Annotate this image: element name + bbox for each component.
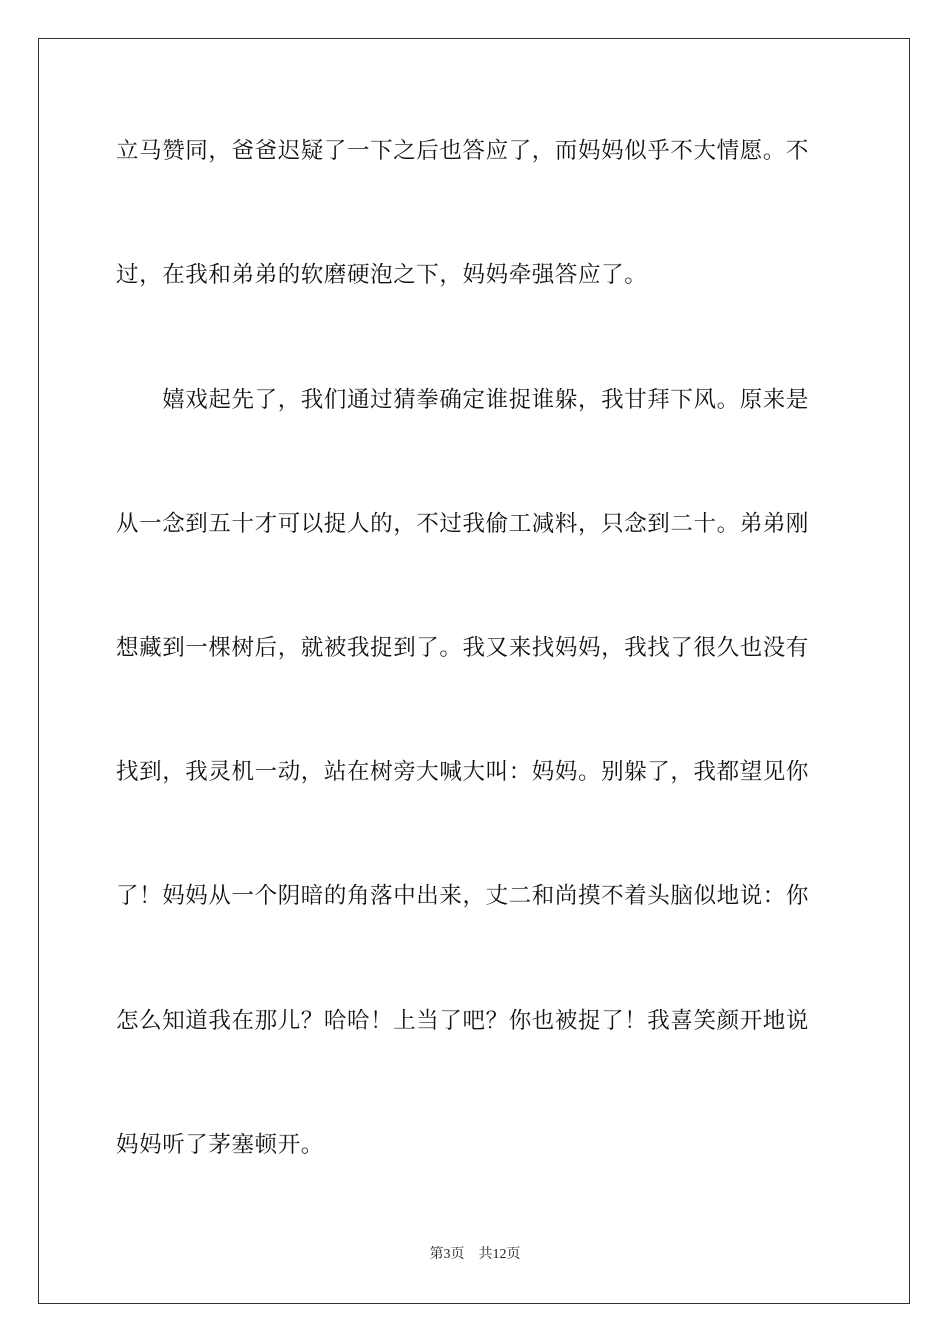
- text-line: 妈妈听了茅塞顿开。: [116, 1132, 324, 1158]
- page-footer: [0, 1246, 950, 1264]
- page-number-total: 共12页: [478, 1247, 521, 1262]
- text-line: 想藏到一棵树后，就被我捉到了。我又来找妈妈，我找了很久也没有: [116, 635, 810, 661]
- text-line: 找到，我灵机一动，站在树旁大喊大叫：妈妈。别躲了，我都望见你: [116, 759, 810, 785]
- text-line: 怎么知道我在那儿？哈哈！上当了吧？你也被捉了！我喜笑颜开地说: [116, 1008, 810, 1034]
- text-line: 立马赞同，爸爸迟疑了一下之后也答应了，而妈妈似乎不大情愿。不: [116, 138, 810, 164]
- page-number-current: 第3页: [429, 1247, 465, 1262]
- text-line: 过，在我和弟弟的软磨硬泡之下，妈妈牵强答应了。: [116, 262, 648, 288]
- text-line: 了！妈妈从一个阴暗的角落中出来，丈二和尚摸不着头脑似地说：你: [116, 883, 810, 909]
- page-border: [38, 38, 910, 1304]
- text-line: 从一念到五十才可以捉人的，不过我偷工减料，只念到二十。弟弟刚: [116, 511, 810, 537]
- text-line: 嬉戏起先了，我们通过猜拳确定谁捉谁躲，我甘拜下风。原来是: [116, 387, 810, 413]
